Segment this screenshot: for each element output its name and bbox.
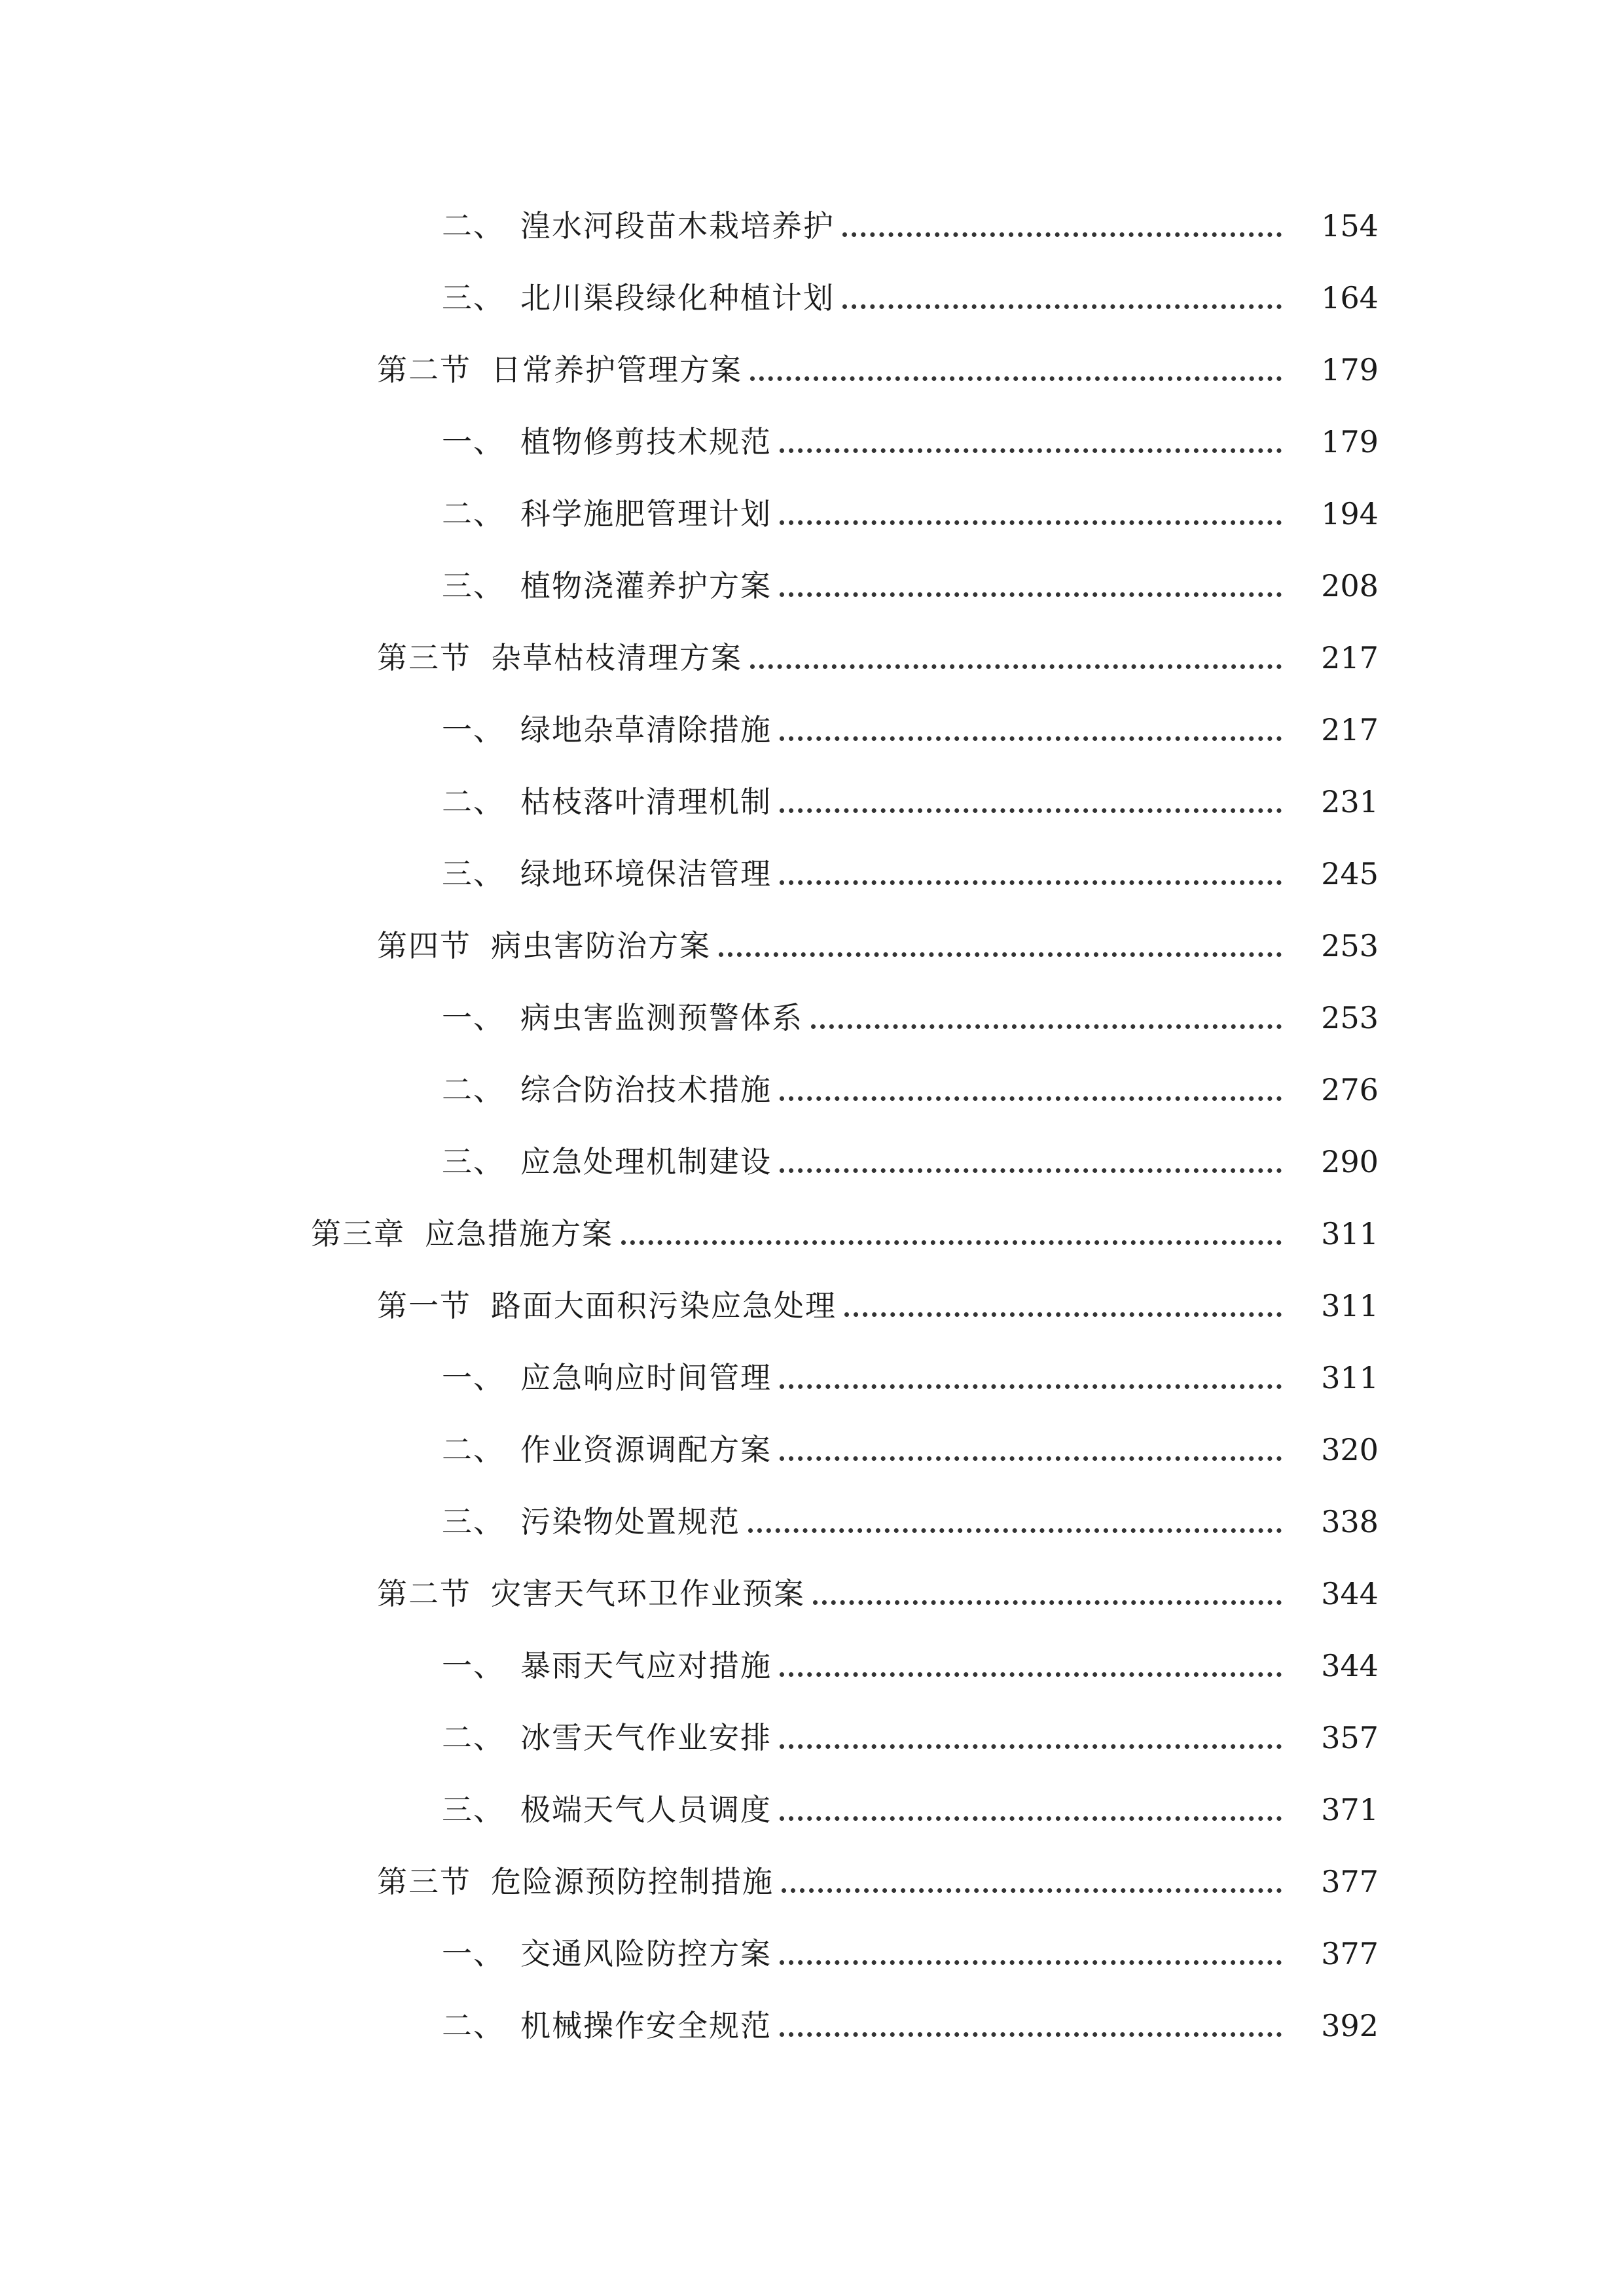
- toc-entry-page: 320: [1321, 1432, 1379, 1467]
- dot-leader: [780, 706, 1282, 741]
- toc-entry-number: 二、: [442, 496, 505, 531]
- toc-entry-label: [442, 1360, 772, 1395]
- toc-entry-page: 245: [1321, 856, 1379, 891]
- dot-leader: [780, 1426, 1282, 1461]
- toc-entry[interactable]: [0, 1054, 1624, 1126]
- toc-entry-page: 371: [1321, 1792, 1379, 1827]
- toc-entry-label: [442, 1432, 772, 1467]
- dot-leader: [780, 490, 1282, 525]
- toc-entry-number: 第四节: [377, 928, 471, 963]
- toc-entry-page: 179: [1321, 352, 1379, 387]
- toc-entry-label: [442, 856, 772, 891]
- toc-entry-number: 一、: [442, 1000, 505, 1035]
- toc-entry-title: 植物浇灌养护方案: [520, 568, 772, 603]
- toc-entry-page: 338: [1321, 1504, 1379, 1539]
- toc-entry[interactable]: [0, 190, 1624, 262]
- toc-entry-title: 机械操作安全规范: [520, 2008, 772, 2043]
- toc-entry-label: [442, 1000, 803, 1035]
- dot-leader: [780, 1714, 1282, 1749]
- toc-entry[interactable]: [0, 694, 1624, 766]
- dot-leader: [780, 2002, 1282, 2037]
- toc-entry[interactable]: [0, 1702, 1624, 1774]
- toc-entry-title: 植物修剪技术规范: [520, 424, 772, 459]
- toc-entry-page: 276: [1321, 1072, 1379, 1107]
- dot-leader: [782, 1858, 1282, 1893]
- toc-entry-title: 交通风险防控方案: [520, 1936, 772, 1971]
- toc-entry[interactable]: [0, 478, 1624, 550]
- toc-entry-label: [442, 424, 772, 459]
- toc-entry-number: 第二节: [377, 352, 471, 387]
- dot-leader: [842, 274, 1282, 309]
- toc-entry-page: 179: [1321, 424, 1379, 459]
- dot-leader: [811, 994, 1282, 1029]
- toc-entry-title: 作业资源调配方案: [520, 1432, 772, 1467]
- toc-entry-page: 231: [1321, 784, 1379, 819]
- toc-entry[interactable]: [0, 622, 1624, 694]
- toc-entry-number: 二、: [442, 208, 505, 243]
- dot-leader: [780, 1354, 1282, 1389]
- dot-leader: [780, 1138, 1282, 1173]
- toc-entry-title: 湟水河段苗木栽培养护: [520, 208, 835, 243]
- toc-entry-number: 三、: [442, 856, 505, 891]
- toc-entry-page: 217: [1321, 712, 1379, 747]
- toc-entry-page: 377: [1321, 1864, 1379, 1899]
- toc-entry-page: 253: [1321, 928, 1379, 963]
- toc-entry-label: [377, 1576, 805, 1611]
- toc-entry-page: 154: [1321, 208, 1379, 243]
- toc-entry-label: [442, 784, 772, 819]
- toc-entry-title: 危险源预防控制措施: [491, 1864, 774, 1899]
- toc-entry-label: [377, 1288, 837, 1323]
- toc-entry[interactable]: [0, 1270, 1624, 1342]
- toc-entry-title: 应急措施方案: [425, 1216, 613, 1251]
- toc-entry[interactable]: [0, 334, 1624, 406]
- toc-entry-number: 一、: [442, 1648, 505, 1683]
- toc-entry-title: 枯枝落叶清理机制: [520, 784, 772, 819]
- dot-leader: [780, 418, 1282, 453]
- toc-entry-label: [442, 1936, 772, 1971]
- toc-entry-title: 科学施肥管理计划: [520, 496, 772, 531]
- toc-entry-label: [442, 1504, 740, 1539]
- toc-entry-number: 二、: [442, 2008, 505, 2043]
- toc-entry-number: 第三节: [377, 640, 471, 675]
- toc-entry-label: [377, 928, 711, 963]
- dot-leader: [813, 1570, 1282, 1605]
- dot-leader: [780, 562, 1282, 597]
- toc-entry-number: 二、: [442, 784, 505, 819]
- toc-entry[interactable]: [0, 1126, 1624, 1198]
- toc-entry-label: [442, 568, 772, 603]
- toc-entry-label: [442, 1792, 772, 1827]
- toc-entry-title: 日常养护管理方案: [491, 352, 742, 387]
- toc-entry-title: 应急处理机制建设: [520, 1144, 772, 1179]
- toc-entry-label: [442, 1648, 772, 1683]
- toc-entry-title: 北川渠段绿化种植计划: [520, 280, 835, 315]
- toc-entry[interactable]: [0, 550, 1624, 622]
- toc-entry[interactable]: [0, 1990, 1624, 2062]
- toc-entry-number: 第三节: [377, 1864, 471, 1899]
- toc-entry-page: 344: [1321, 1648, 1379, 1683]
- toc-entry-title: 极端天气人员调度: [520, 1792, 772, 1827]
- toc-entry-number: 一、: [442, 712, 505, 747]
- toc-entry-label: [311, 1216, 613, 1251]
- dot-leader: [780, 778, 1282, 813]
- toc-entry-number: 一、: [442, 1360, 505, 1395]
- toc-entry[interactable]: [0, 1846, 1624, 1918]
- dot-leader: [780, 850, 1282, 885]
- toc-entry-page: 208: [1321, 568, 1379, 603]
- toc-entry-title: 暴雨天气应对措施: [520, 1648, 772, 1683]
- toc-entry[interactable]: [0, 406, 1624, 478]
- dot-leader: [780, 1066, 1282, 1101]
- toc-entry-label: [442, 1072, 772, 1107]
- table-of-contents: [0, 190, 1624, 2062]
- toc-entry-label: [377, 640, 742, 675]
- toc-entry-title: 冰雪天气作业安排: [520, 1720, 772, 1755]
- dot-leader: [844, 1282, 1282, 1317]
- toc-entry-number: 第三章: [311, 1216, 405, 1251]
- toc-entry-page: 253: [1321, 1000, 1379, 1035]
- toc-entry[interactable]: [0, 982, 1624, 1054]
- toc-entry-label: [442, 208, 835, 243]
- toc-entry-title: 绿地环境保洁管理: [520, 856, 772, 891]
- dot-leader: [719, 922, 1282, 957]
- toc-entry-label: [377, 352, 742, 387]
- toc-entry[interactable]: [0, 1486, 1624, 1558]
- dot-leader: [750, 634, 1282, 669]
- toc-entry[interactable]: [0, 262, 1624, 334]
- toc-entry-page: 344: [1321, 1576, 1379, 1611]
- toc-entry[interactable]: [0, 1918, 1624, 1990]
- toc-entry-page: 217: [1321, 640, 1379, 675]
- toc-entry-number: 二、: [442, 1432, 505, 1467]
- toc-entry[interactable]: [0, 1630, 1624, 1702]
- toc-entry-title: 病虫害监测预警体系: [520, 1000, 803, 1035]
- toc-entry-title: 综合防治技术措施: [520, 1072, 772, 1107]
- toc-entry-number: 三、: [442, 1504, 505, 1539]
- toc-entry-page: 357: [1321, 1720, 1379, 1755]
- toc-entry-page: 311: [1321, 1360, 1379, 1395]
- toc-entry-title: 路面大面积污染应急处理: [491, 1288, 837, 1323]
- toc-entry-page: 164: [1321, 280, 1379, 315]
- toc-entry-title: 病虫害防治方案: [491, 928, 711, 963]
- toc-entry-label: [442, 712, 772, 747]
- toc-entry-number: 一、: [442, 424, 505, 459]
- toc-entry-label: [377, 1864, 774, 1899]
- toc-entry-title: 绿地杂草清除措施: [520, 712, 772, 747]
- toc-entry-title: 杂草枯枝清理方案: [491, 640, 742, 675]
- toc-entry-number: 一、: [442, 1936, 505, 1971]
- toc-entry-number: 三、: [442, 1792, 505, 1827]
- toc-entry[interactable]: [0, 1198, 1624, 1270]
- toc-entry-page: 311: [1321, 1216, 1379, 1251]
- toc-entry-number: 二、: [442, 1720, 505, 1755]
- toc-entry-label: [442, 1720, 772, 1755]
- toc-entry-page: 377: [1321, 1936, 1379, 1971]
- toc-entry[interactable]: [0, 766, 1624, 838]
- toc-entry-label: [442, 2008, 772, 2043]
- toc-entry[interactable]: [0, 1774, 1624, 1846]
- toc-entry-title: 应急响应时间管理: [520, 1360, 772, 1395]
- toc-entry[interactable]: [0, 1414, 1624, 1486]
- toc-entry[interactable]: [0, 1558, 1624, 1630]
- toc-entry-label: [442, 496, 772, 531]
- dot-leader: [780, 1930, 1282, 1965]
- dot-leader: [750, 346, 1282, 381]
- toc-entry[interactable]: [0, 1342, 1624, 1414]
- toc-entry-label: [442, 280, 835, 315]
- toc-entry-number: 三、: [442, 1144, 505, 1179]
- toc-entry[interactable]: [0, 910, 1624, 982]
- toc-entry-number: 二、: [442, 1072, 505, 1107]
- dot-leader: [780, 1642, 1282, 1677]
- toc-entry-label: [442, 1144, 772, 1179]
- toc-entry-title: 灾害天气环卫作业预案: [491, 1576, 805, 1611]
- toc-entry[interactable]: [0, 838, 1624, 910]
- toc-entry-number: 三、: [442, 568, 505, 603]
- dot-leader: [842, 202, 1282, 237]
- toc-entry-page: 290: [1321, 1144, 1379, 1179]
- toc-entry-number: 三、: [442, 280, 505, 315]
- toc-entry-page: 392: [1321, 2008, 1379, 2043]
- dot-leader: [748, 1498, 1282, 1533]
- toc-entry-page: 194: [1321, 496, 1379, 531]
- toc-entry-number: 第二节: [377, 1576, 471, 1611]
- toc-entry-page: 311: [1321, 1288, 1379, 1323]
- dot-leader: [621, 1210, 1282, 1245]
- toc-entry-title: 污染物处置规范: [520, 1504, 740, 1539]
- dot-leader: [780, 1786, 1282, 1821]
- toc-entry-number: 第一节: [377, 1288, 471, 1323]
